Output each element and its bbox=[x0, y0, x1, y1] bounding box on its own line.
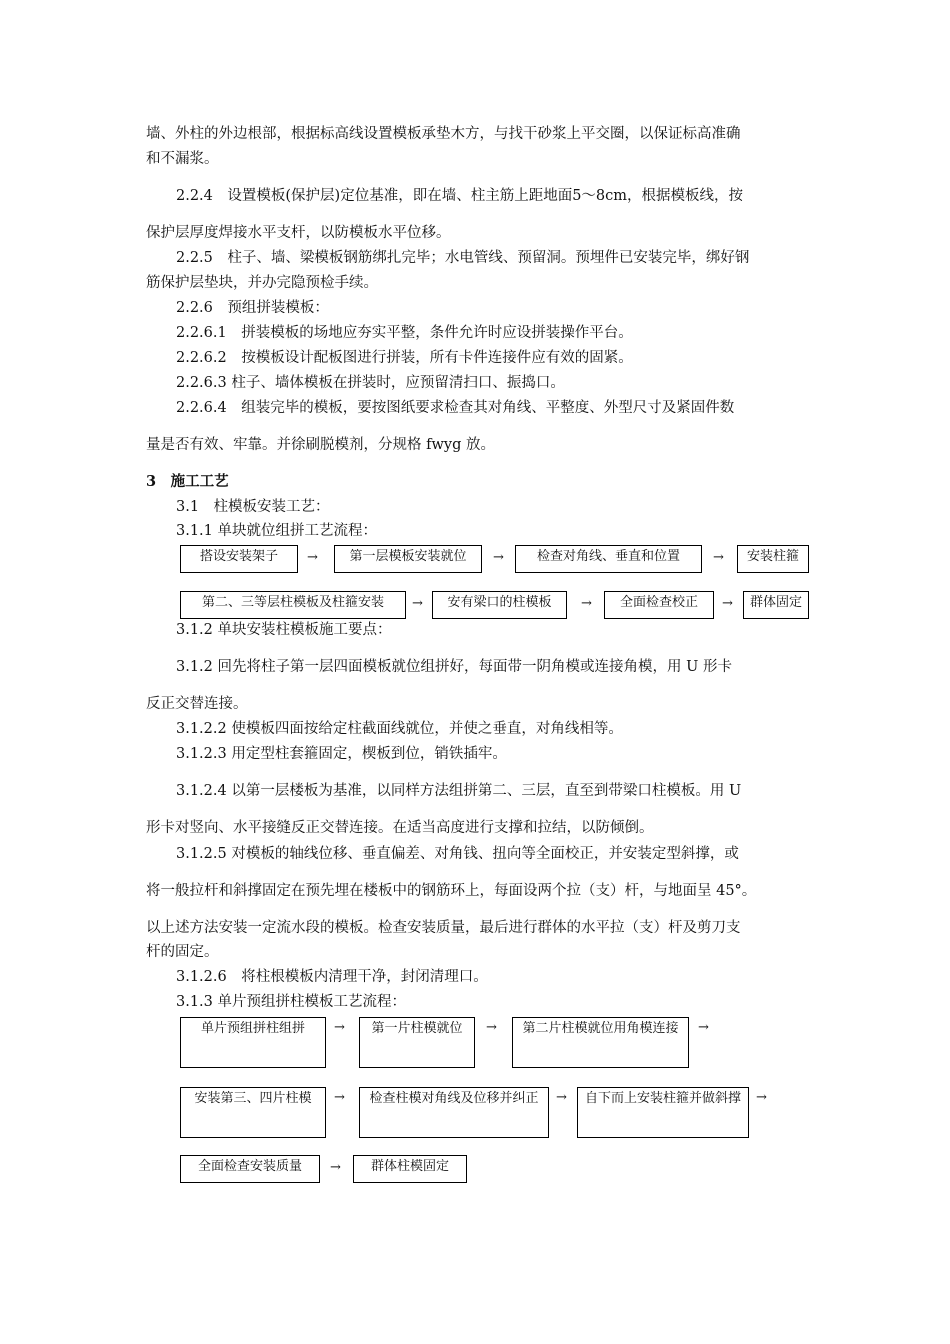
arrow-right-icon: → bbox=[556, 1090, 567, 1105]
flow2-step: 群体柱模固定 bbox=[353, 1155, 467, 1183]
arrow-right-icon: → bbox=[330, 1160, 341, 1175]
flow1-step: 第二、三等层柱模板及柱箍安装 bbox=[180, 591, 406, 619]
arrow-right-icon: → bbox=[713, 550, 724, 565]
arrow-right-icon: → bbox=[307, 550, 318, 565]
arrow-right-icon: → bbox=[334, 1020, 345, 1035]
text-line: 3.1.2 回先将柱子第一层四面模板就位组拼好，每面带一阴角模或连接角模，用 U 形卡 bbox=[176, 659, 732, 675]
text-line: 2.2.4 设置模板(保护层)定位基准，即在墙、柱主筋上距地面5～8cm，根据模板线，按 bbox=[176, 188, 744, 204]
text-line: 2.2.6 预组拼装模板： bbox=[176, 300, 329, 316]
flow2-step: 全面检查安装质量 bbox=[180, 1155, 320, 1183]
flow2-step: 第二片柱模就位用角模连接 bbox=[512, 1017, 689, 1068]
text-line: 保护层厚度焊接水平支杆，以防模板水平位移。 bbox=[146, 225, 451, 241]
flow2-step: 检查柱模对角线及位移并纠正 bbox=[359, 1087, 549, 1138]
text-line: 形卡对竖向、水平接缝反正交替连接。在适当高度进行支撑和拉结，以防倾倒。 bbox=[146, 820, 654, 836]
text-line: 3.1.2.3 用定型柱套箍固定，楔板到位，销铁插牢。 bbox=[176, 746, 507, 762]
text-line: 2.2.6.2 按模板设计配板图进行拼装，所有卡件连接件应有效的固紧。 bbox=[176, 350, 633, 366]
text-line: 2.2.6.1 拼装模板的场地应夯实平整，条件允许时应设拼装操作平台。 bbox=[176, 325, 633, 341]
text-line: 3.1.2 单块安装柱模板施工要点： bbox=[176, 622, 392, 638]
text-line: 3.1.2.5 对模板的轴线位移、垂直偏差、对角钱、扭向等全面校正，并安装定型斜撑，或 bbox=[176, 846, 739, 862]
arrow-right-icon: → bbox=[412, 596, 423, 611]
arrow-right-icon: → bbox=[756, 1090, 767, 1105]
flow1-step: 安有梁口的柱模板 bbox=[432, 591, 567, 619]
text-line: 3.1.3 单片预组拼柱模板工艺流程： bbox=[176, 994, 407, 1010]
text-line: 反正交替连接。 bbox=[146, 696, 248, 712]
text-line: 3.1.2.6 将柱根模板内清理干净，封闭清理口。 bbox=[176, 969, 488, 985]
section-heading: 3 施工工艺 bbox=[146, 473, 229, 490]
text-line: 2.2.6.4 组装完毕的模板，要按图纸要求检查其对角线、平整度、外型尺寸及紧固件数 bbox=[176, 400, 735, 416]
arrow-right-icon: → bbox=[698, 1020, 709, 1035]
text-line: 3.1.2.4 以第一层楼板为基准，以同样方法组拼第二、三层，直至到带梁口柱模板。用 U bbox=[176, 783, 742, 799]
text-line: 2.2.6.3 柱子、墙体模板在拼装时，应预留清扫口、振捣口。 bbox=[176, 375, 565, 391]
flow2-step: 第一片柱模就位 bbox=[359, 1017, 475, 1068]
text-line: 3.1.1 单块就位组拼工艺流程： bbox=[176, 523, 378, 539]
text-line: 筋保护层垫块，并办完隐预检手续。 bbox=[146, 275, 378, 291]
flow2-step: 安装第三、四片柱模 bbox=[180, 1087, 326, 1138]
text-line: 以上述方法安装一定流水段的模板。检查安装质量，最后进行群体的水平拉（支）杆及剪刀支 bbox=[146, 920, 741, 936]
text-line: 量是否有效、牢靠。并徐刷脱模剂，分规格 fwyg 放。 bbox=[146, 437, 495, 453]
flow1-step: 群体固定 bbox=[743, 591, 809, 619]
flow1-step: 搭设安装架子 bbox=[180, 545, 298, 573]
text-line: 将一般拉杆和斜撑固定在预先埋在楼板中的钢筋环上，每面设两个拉（支）杆，与地面呈 45°。 bbox=[146, 883, 757, 899]
arrow-right-icon: → bbox=[581, 596, 592, 611]
flow1-step: 检查对角线、垂直和位置 bbox=[515, 545, 702, 573]
flow1-step: 安装柱箍 bbox=[737, 545, 809, 573]
text-line: 墙、外柱的外边根部，根据标高线设置模板承垫木方，与找干砂浆上平交圈，以保证标高准确 bbox=[146, 126, 741, 142]
text-line: 3.1.2.2 使模板四面按给定柱截面线就位，并使之垂直，对角线相等。 bbox=[176, 721, 623, 737]
text-line: 3.1 柱模板安装工艺： bbox=[176, 499, 330, 515]
text-line: 杆的固定。 bbox=[146, 944, 219, 960]
flow2-step: 单片预组拼柱组拼 bbox=[180, 1017, 326, 1068]
arrow-right-icon: → bbox=[722, 596, 733, 611]
arrow-right-icon: → bbox=[486, 1020, 497, 1035]
arrow-right-icon: → bbox=[334, 1090, 345, 1105]
flow2-step: 自下而上安装柱箍并做斜撑 bbox=[577, 1087, 749, 1138]
flow1-step: 第一层模板安装就位 bbox=[334, 545, 482, 573]
text-line: 2.2.5 柱子、墙、梁模板钢筋绑扎完毕；水电管线、预留洞。预埋件已安装完毕，绑好钢 bbox=[176, 250, 750, 266]
flow1-step: 全面检查校正 bbox=[604, 591, 714, 619]
arrow-right-icon: → bbox=[493, 550, 504, 565]
text-line: 和不漏浆。 bbox=[146, 151, 219, 167]
